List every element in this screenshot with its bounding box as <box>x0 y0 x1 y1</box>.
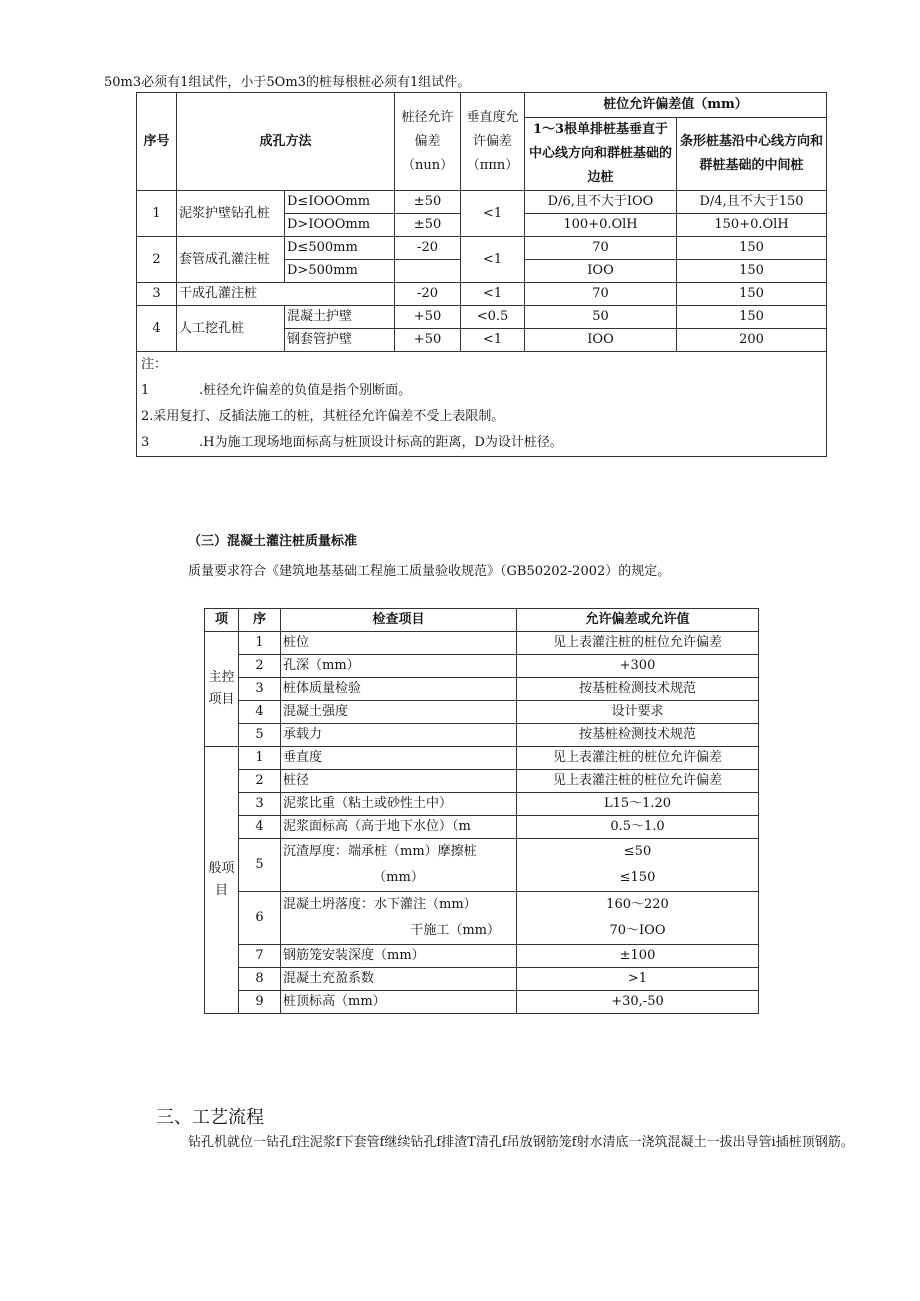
header-vertical: 垂直度允许偏差（ππn） <box>461 93 525 191</box>
intro-text: 50m3必须有1组试件，小于5Om3的桩每根桩必须有1组试件。 <box>104 75 471 90</box>
row3-no: 3 <box>137 283 177 306</box>
row2-dia1: -20 <box>395 237 461 260</box>
general-check: 桩径 <box>281 770 517 793</box>
main-no: 4 <box>239 701 281 724</box>
quality-standard-table <box>204 608 759 1014</box>
row1-sub2: D>IOOOmm <box>285 214 395 237</box>
row1-vert: <1 <box>461 191 525 237</box>
general-check <box>281 892 517 945</box>
general-no: 9 <box>239 991 281 1014</box>
general-allow: 0.5～1.0 <box>517 816 759 839</box>
header-diameter: 桩径允许偏差（nun） <box>395 93 461 191</box>
main-check: 混凝土强度 <box>281 701 517 724</box>
general-check-line: （mm） <box>373 870 424 885</box>
header-item: 项 <box>205 609 239 632</box>
main-allow: 设计要求 <box>517 701 759 724</box>
general-allow: +30,-50 <box>517 991 759 1014</box>
row4-vert2: <1 <box>461 329 525 352</box>
main-check: 承载力 <box>281 724 517 747</box>
general-check <box>281 839 517 892</box>
main-no: 3 <box>239 678 281 701</box>
section-title: （三）混凝土灌注桩质量标准 <box>188 534 358 549</box>
row4-a1: 50 <box>525 306 677 329</box>
main-check: 孔深（mm） <box>281 655 517 678</box>
general-check-line: 干施工（mm） <box>410 923 500 938</box>
general-allow: L15～1.20 <box>517 793 759 816</box>
note-3-text: .H为施工现场地面标高与桩顶设计标高的距离，D为设计桩径。 <box>199 435 563 450</box>
note-1 <box>139 378 824 404</box>
row2-a2: IOO <box>525 260 677 283</box>
row2-a1: 70 <box>525 237 677 260</box>
row4-vert1: <0.5 <box>461 306 525 329</box>
general-no: 2 <box>239 770 281 793</box>
general-allow: ±100 <box>517 945 759 968</box>
general-no: 3 <box>239 793 281 816</box>
row3-vert: <1 <box>461 283 525 306</box>
main-allow: 按基桩检测技术规范 <box>517 678 759 701</box>
main-allow: 见上表灌注桩的桩位允许偏差 <box>517 632 759 655</box>
main-no: 2 <box>239 655 281 678</box>
row1-dia1: ±50 <box>395 191 461 214</box>
header-check: 检查项目 <box>281 609 517 632</box>
row4-dia1: +50 <box>395 306 461 329</box>
header-position-b: 条形桩基沿中心线方向和群桩基础的中间桩 <box>677 118 827 191</box>
general-no: 8 <box>239 968 281 991</box>
row2-method: 套管成孔灌注桩 <box>177 237 285 283</box>
row3-a: 70 <box>525 283 677 306</box>
general-check: 泥浆面标高（高于地下水位）（m <box>281 816 517 839</box>
general-allow: 见上表灌注桩的桩位允许偏差 <box>517 770 759 793</box>
row4-b1: 150 <box>677 306 827 329</box>
general-check-line: 混凝土坍落度：水下灌注（mm） <box>283 897 477 912</box>
main-check: 桩位 <box>281 632 517 655</box>
row2-sub2: D>500mm <box>285 260 395 283</box>
general-no: 4 <box>239 816 281 839</box>
pile-deviation-table <box>136 92 827 457</box>
header-allow: 允许偏差或允许值 <box>517 609 759 632</box>
row3-b: 150 <box>677 283 827 306</box>
main-group-label: 主控项目 <box>205 632 239 747</box>
row4-method: 人工挖孔桩 <box>177 306 285 352</box>
row2-b2: 150 <box>677 260 827 283</box>
row4-sub1: 混凝土护壁 <box>285 306 395 329</box>
general-check-line: 沉渣厚度：端承桩（mm）摩擦桩 <box>283 844 477 859</box>
main-no: 5 <box>239 724 281 747</box>
note-1-text: .桩径允许偏差的负值是指个别断面。 <box>199 383 412 398</box>
row4-a2: IOO <box>525 329 677 352</box>
general-check: 桩顶标高（mm） <box>281 991 517 1014</box>
general-check: 泥浆比重（粘土或砂性土中） <box>281 793 517 816</box>
general-check: 钢筋笼安装深度（mm） <box>281 945 517 968</box>
header-position-a: 1～3根单排桩基垂直于中心线方向和群桩基础的边桩 <box>525 118 677 191</box>
note-1-num: 1 <box>141 383 150 398</box>
note-2: 2.采用复打、反插法施工的桩，其桩径允许偏差不受上表限制。 <box>141 409 505 424</box>
section-text: 质量要求符合《建筑地基基础工程施工质量验收规范》（GB50202-2002）的规定。 <box>188 564 671 579</box>
row2-b1: 150 <box>677 237 827 260</box>
header-seq: 序号 <box>137 93 177 191</box>
row1-method: 泥浆护壁钻孔桩 <box>177 191 285 237</box>
general-allow <box>517 892 759 945</box>
row1-dia2: ±50 <box>395 214 461 237</box>
row2-sub1: D≤500mm <box>285 237 395 260</box>
note-title: 注： <box>141 357 168 372</box>
process-title: 三、工艺流程 <box>156 1107 264 1128</box>
general-allow-line: 160～220 <box>606 897 669 912</box>
notes-cell <box>137 352 827 457</box>
row1-b2: 150+0.OlH <box>677 214 827 237</box>
process-text: 钻孔机就位一钻孔f注泥浆f下套管f继续钻孔f排渣T清孔f吊放钢筋笼f射水清底一浇筑混凝土一拔出导管i插桩顶钢筋。 <box>188 1135 854 1150</box>
header-method: 成孔方法 <box>177 93 395 191</box>
header-seq2: 序 <box>239 609 281 632</box>
row1-a1: D/6,且不大于IOO <box>525 191 677 214</box>
general-allow: >1 <box>517 968 759 991</box>
row1-a2: 100+0.OlH <box>525 214 677 237</box>
general-check: 垂直度 <box>281 747 517 770</box>
general-allow-line: ≤150 <box>619 870 656 885</box>
row4-dia2: +50 <box>395 329 461 352</box>
row3-dia: -20 <box>395 283 461 306</box>
general-no: 7 <box>239 945 281 968</box>
header-position: 桩位允许偏差值（mm） <box>525 93 827 118</box>
main-check: 桩体质量检验 <box>281 678 517 701</box>
note-3 <box>139 430 824 456</box>
main-allow: +300 <box>517 655 759 678</box>
general-allow: 见上表灌注桩的桩位允许偏差 <box>517 747 759 770</box>
row3-method: 干成孔灌注桩 <box>177 283 395 306</box>
general-no: 1 <box>239 747 281 770</box>
main-allow: 按基桩检测技术规范 <box>517 724 759 747</box>
row2-dia2 <box>395 260 461 283</box>
row4-b2: 200 <box>677 329 827 352</box>
general-check: 混凝土充盈系数 <box>281 968 517 991</box>
general-allow <box>517 839 759 892</box>
row1-no: 1 <box>137 191 177 237</box>
row2-no: 2 <box>137 237 177 283</box>
general-no: 5 <box>239 839 281 892</box>
general-allow-line: ≤50 <box>623 844 652 859</box>
row4-sub2: 钢套管护壁 <box>285 329 395 352</box>
main-no: 1 <box>239 632 281 655</box>
note-3-num: 3 <box>141 435 150 450</box>
row1-sub1: D≤IOOOmm <box>285 191 395 214</box>
row1-b1: D/4,且不大于150 <box>677 191 827 214</box>
row2-vert: <1 <box>461 237 525 283</box>
general-allow-line: 70～IOO <box>609 923 666 938</box>
row4-no: 4 <box>137 306 177 352</box>
general-no: 6 <box>239 892 281 945</box>
general-group-label: 般项目 <box>205 747 239 1014</box>
